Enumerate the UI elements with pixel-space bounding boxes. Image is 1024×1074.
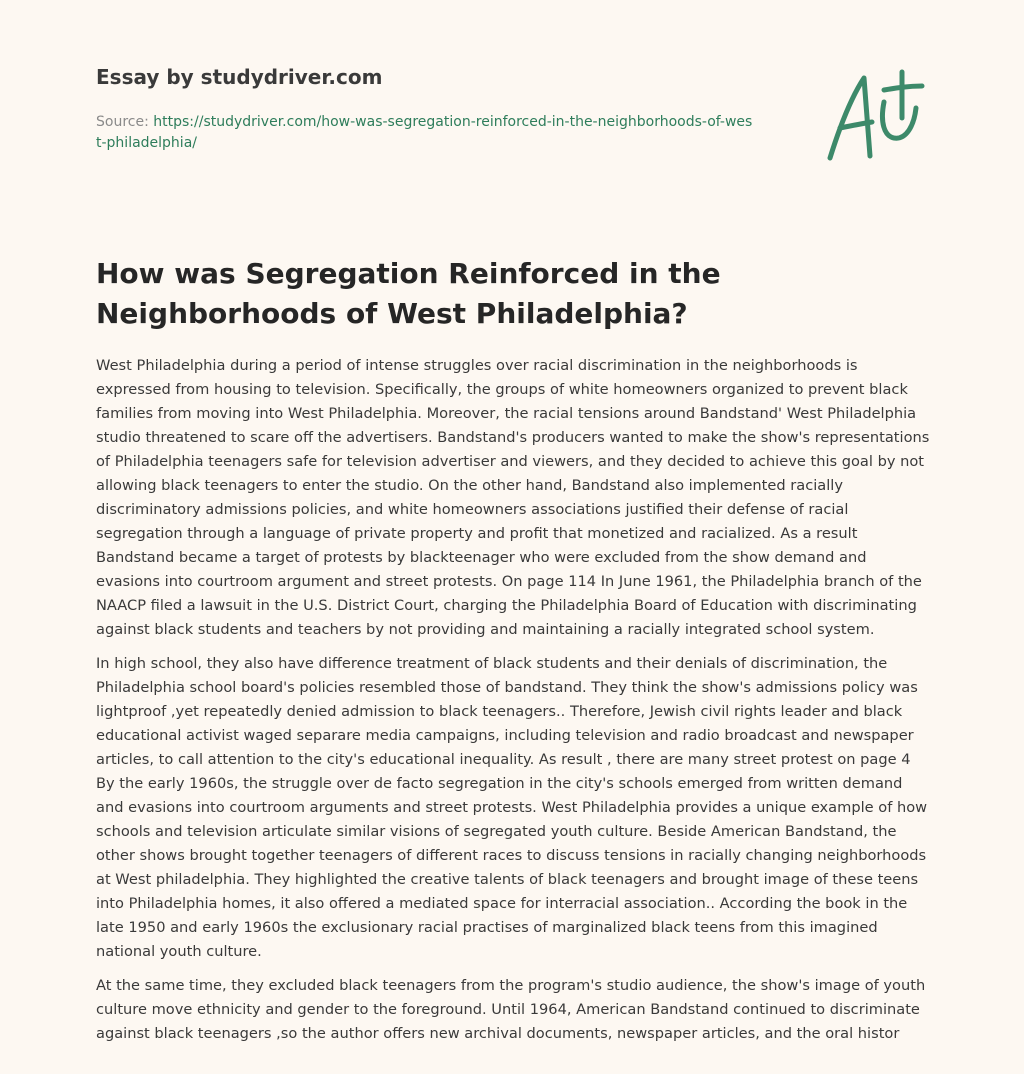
page-header [96, 62, 776, 154]
article-body [96, 354, 932, 1056]
paragraph: West Philadelphia during a period of intense struggles over racial discrimination in the neighborhoods is expressed from housing to television. Specifically, the groups of white homeowners organized to prevent black families from moving into West Philadelphia. Moreover, the racial tensions around Bandstand' West Philadelphia studio threatened to scare off the advertisers. Bandstand's producers wanted to make the show's representations of Philadelphia teenagers safe for television advertiser and viewers, and they decided to achieve this goal by not allowing black teenagers to enter the studio. On the other hand, Bandstand also implemented racially discriminatory admissions policies, and white homeowners associations justified their defense of racial segregation through a language of private property and profit that monetized and racialized. As a result Bandstand became a target of protests by blackteenager who were excluded from the show demand and evasions into courtroom argument and street protests. On page 114 In June 1961, the Philadelphia branch of the NAACP filed a lawsuit in the U.S. District Court, charging the Philadelphia Board of Education with discriminating against black students and teachers by not providing and maintaining a racially integrated school system. [96, 357, 930, 638]
paragraph: In high school, they also have difference treatment of black students and their denials of discrimination, the Philadelphia school board's policies resembled those of bandstand. They think the show's admissions policy was lightproof ,yet repeatedly denied admission to black teenagers.. Therefore, Jewish civil rights leader and black educational activist waged separare media campaigns, including television and radio broadcast and newspaper articles, to call attention to the city's educational inequality. As result , there are many street protest on page 4 By the early 1960s, the struggle over de facto segregation in the city's schools emerged from written demand and evasions into courtroom arguments and street protests. West Philadelphia provides a unique example of how schools and television articulate similar visions of segregated youth culture. Beside American Bandstand, the other shows brought together teenagers of different races to discuss tensions in racially changing neighborhoods at West philadelphia. They highlighted the creative talents of black teenagers and brought image of these teens into Philadelphia homes, it also offered a mediated space for interracial association.. According the book in the late 1950 and early 1960s the exclusionary racial practises of marginalized black teens from this imagined national youth culture. [96, 655, 928, 960]
source-line [96, 112, 756, 154]
a-plus-logo-icon [822, 66, 930, 166]
article-title: How was Segregation Reinforced in the Neighborhoods of West Philadelphia? [96, 257, 721, 330]
paragraph: At the same time, they excluded black teenagers from the program's studio audience, the show's image of youth culture move ethnicity and gender to the foreground. Until 1964, American Bandstand continued to discriminate against black teenagers ,so the author offers new archival documents, newspaper articles, and the oral histor [96, 977, 926, 1042]
site-title: Essay by studydriver.com [96, 65, 383, 89]
source-label: Source: [96, 114, 154, 130]
source-link[interactable]: https://studydriver.com/how-was-segregation-reinforced-in-the-neighborhoods-of-west-philadelphia/ [96, 114, 753, 151]
